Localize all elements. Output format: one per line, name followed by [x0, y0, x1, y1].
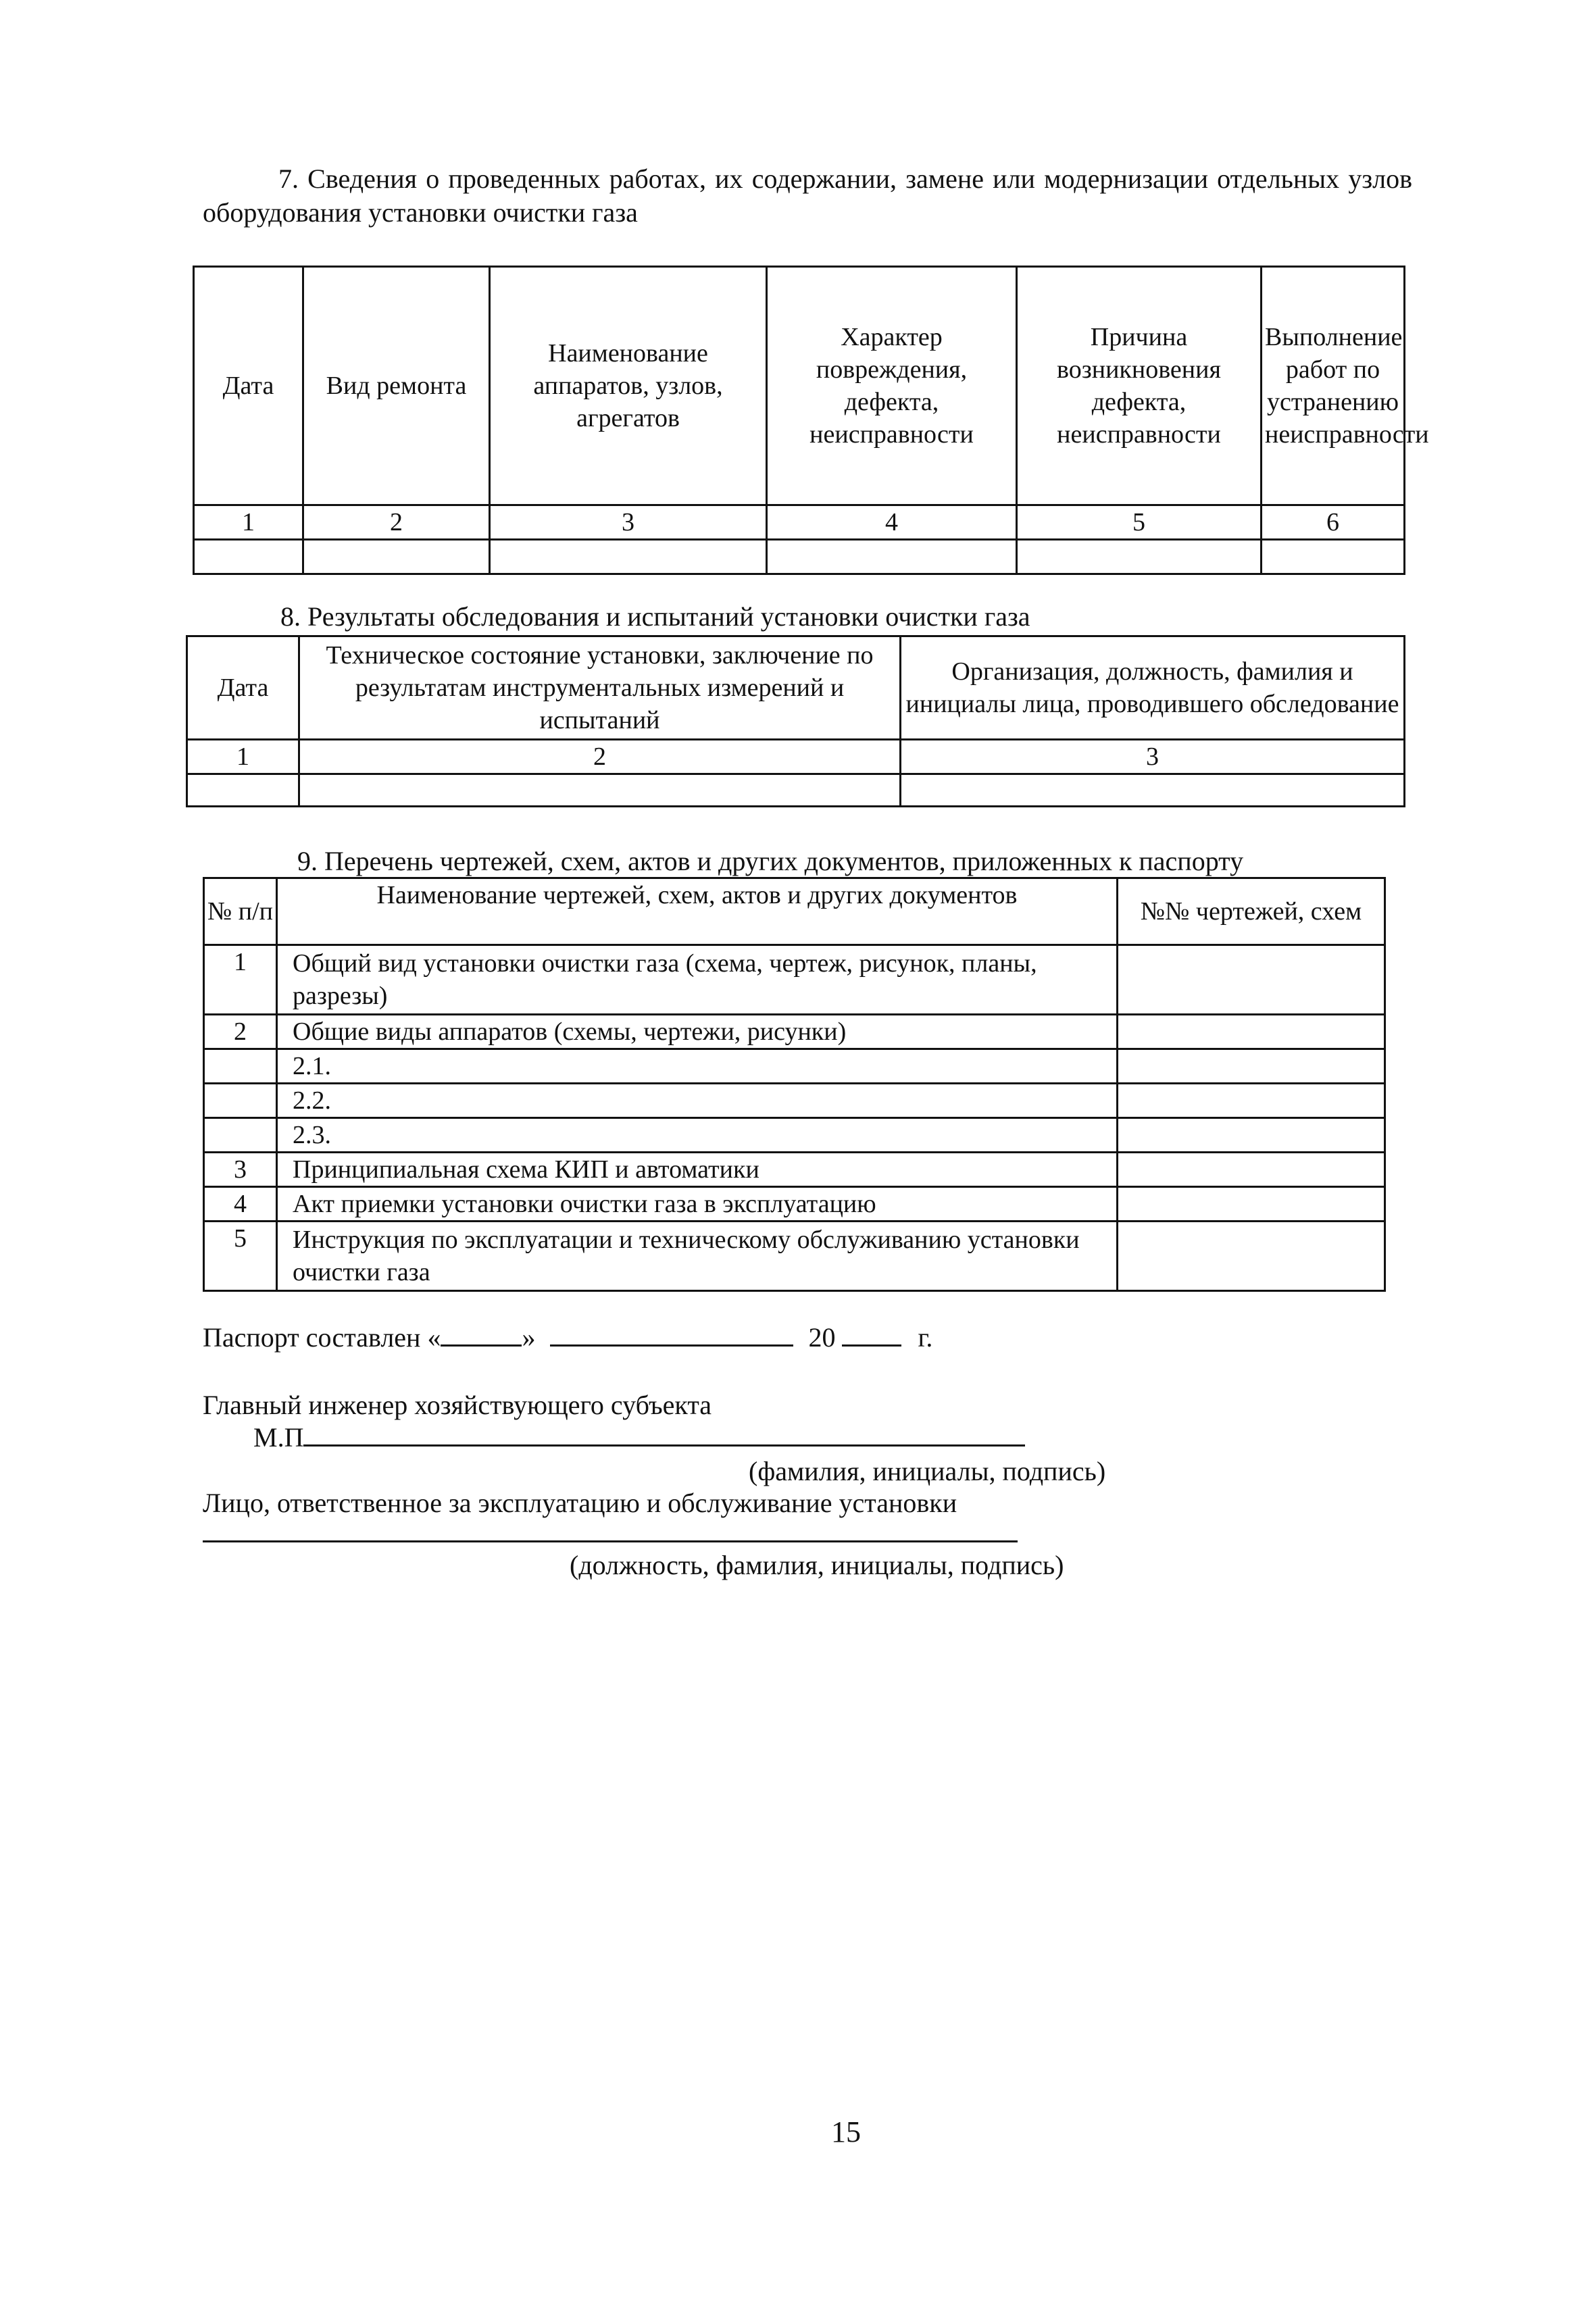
column-number: 5	[1017, 505, 1262, 540]
header-cell: Техническое состояние установки, заключение по результатам инструментальных измерений и испытаний	[299, 636, 901, 740]
document-name: 2.1.	[277, 1049, 1118, 1084]
column-number: 4	[767, 505, 1017, 540]
document-name: Акт приемки установки очистки газа в эксплуатацию	[277, 1187, 1118, 1222]
header-cell: Характер повреждения, дефекта, неисправности	[767, 267, 1017, 505]
drawing-ref	[1118, 1153, 1385, 1187]
row-number: 5	[204, 1222, 277, 1291]
column-number: 3	[901, 740, 1405, 774]
empty-cell	[303, 540, 490, 574]
stamp-label: М.П	[253, 1422, 304, 1453]
empty-cell	[187, 774, 299, 807]
header-cell: Дата	[194, 267, 303, 505]
table-row	[204, 1187, 1385, 1222]
row-number: 3	[204, 1153, 277, 1187]
empty-cell	[490, 540, 767, 574]
header-cell: Наименование чертежей, схем, актов и других документов	[277, 878, 1118, 945]
document-name: 2.2.	[277, 1084, 1118, 1118]
column-number: 6	[1262, 505, 1405, 540]
row-number: 2	[204, 1015, 277, 1049]
chief-engineer-label: Главный инженер хозяйствующего субъекта	[203, 1390, 712, 1420]
drawing-ref	[1118, 1118, 1385, 1153]
responsible-label: Лицо, ответственное за эксплуатацию и обслуживание установки	[203, 1488, 957, 1518]
section7-title: 7. Сведения о проведенных работах, их содержании, замене или модернизации отдельных узлов оборудования установки очистки газа	[203, 164, 1412, 228]
column-number: 2	[303, 505, 490, 540]
row-number: 1	[204, 945, 277, 1015]
passport-compiled-label: Паспорт составлен «	[203, 1322, 441, 1353]
header-cell: Дата	[187, 636, 299, 740]
page-number: 15	[831, 2115, 861, 2148]
row-number: 4	[204, 1187, 277, 1222]
empty-cell	[1262, 540, 1405, 574]
inspection-table	[186, 635, 1405, 807]
header-cell: Вид ремонта	[303, 267, 490, 505]
row-number	[204, 1084, 277, 1118]
row-number	[204, 1049, 277, 1084]
row-number	[204, 1118, 277, 1153]
header-cell: №№ чертежей, схем	[1118, 878, 1385, 945]
table-row	[204, 1222, 1385, 1291]
section9-title: 9. Перечень чертежей, схем, актов и других документов, приложенных к паспорту	[297, 846, 1244, 876]
header-cell: Организация, должность, фамилия и инициалы лица, проводившего обследование	[901, 636, 1405, 740]
repairs-table	[193, 266, 1429, 575]
empty-cell	[1017, 540, 1262, 574]
responsible-signature-blank	[203, 1540, 1018, 1542]
section8-title: 8. Результаты обследования и испытаний установки очистки газа	[280, 601, 1030, 632]
drawing-ref	[1118, 945, 1385, 1015]
header-cell: Наименование аппаратов, узлов, агрегатов	[490, 267, 767, 505]
column-number: 3	[490, 505, 767, 540]
table-row	[204, 1084, 1385, 1118]
empty-cell	[767, 540, 1017, 574]
document-name: Инструкция по эксплуатации и техническому обслуживанию установки очистки газа	[277, 1222, 1118, 1291]
header-cell: Выполнение работ по устранению неисправности	[1262, 267, 1405, 505]
drawing-ref	[1118, 1015, 1385, 1049]
drawing-ref	[1118, 1187, 1385, 1222]
document-name: Принципиальная схема КИП и автоматики	[277, 1153, 1118, 1187]
responsible-caption: (должность, фамилия, инициалы, подпись)	[570, 1550, 1064, 1580]
document-name: Общие виды аппаратов (схемы, чертежи, рисунки)	[277, 1015, 1118, 1049]
year-suffix: г.	[918, 1322, 933, 1353]
column-number: 2	[299, 740, 901, 774]
day-blank	[441, 1324, 522, 1347]
drawing-ref	[1118, 1222, 1385, 1291]
month-blank	[550, 1324, 793, 1347]
empty-cell	[901, 774, 1405, 807]
passport-compiled-line	[203, 1321, 932, 1355]
document-name: Общий вид установки очистки газа (схема, чертеж, рисунок, планы, разрезы)	[277, 945, 1118, 1015]
empty-cell	[194, 540, 303, 574]
year-prefix: 20	[808, 1322, 836, 1353]
stamp-line	[253, 1421, 1025, 1455]
document-name: 2.3.	[277, 1118, 1118, 1153]
table-row	[204, 1153, 1385, 1187]
drawing-ref	[1118, 1084, 1385, 1118]
table-row	[204, 1049, 1385, 1084]
documents-table	[203, 877, 1386, 1292]
header-cell: Причина возникновения дефекта, неисправности	[1017, 267, 1262, 505]
header-cell: № п/п	[204, 878, 277, 945]
chief-caption: (фамилия, инициалы, подпись)	[749, 1456, 1106, 1486]
column-number: 1	[187, 740, 299, 774]
table-row	[204, 945, 1385, 1015]
column-number: 1	[194, 505, 303, 540]
passport-quote-close: »	[522, 1322, 536, 1353]
drawing-ref	[1118, 1049, 1385, 1084]
year-blank	[842, 1324, 901, 1347]
chief-signature-blank	[303, 1424, 1025, 1447]
empty-cell	[299, 774, 901, 807]
table-row	[204, 1118, 1385, 1153]
table-row	[204, 1015, 1385, 1049]
